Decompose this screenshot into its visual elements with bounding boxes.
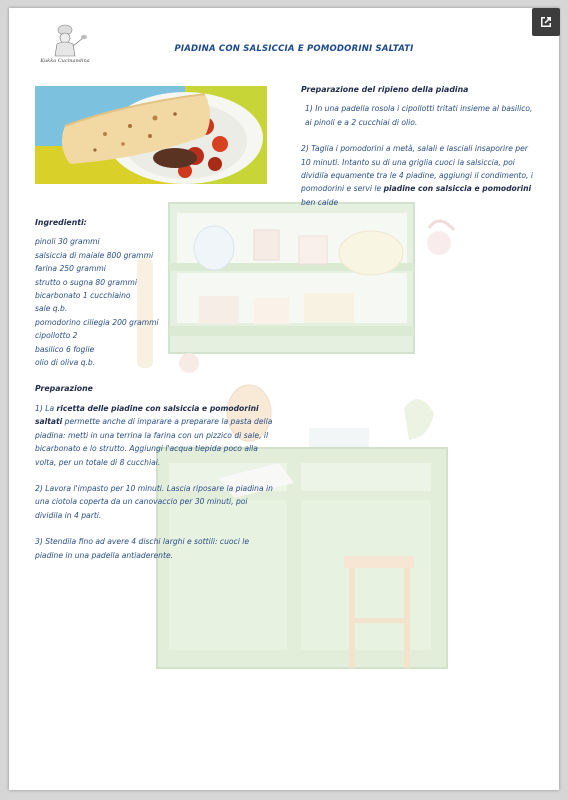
preparation-step-2: 2) Lavora l'impasto per 10 minuti. Lascia riposare la piadina in una ciotola coperta da un canovaccio per 30 minuti, poi dividila in 4 parti.	[35, 483, 273, 520]
ingredients-list	[35, 235, 273, 369]
logo-text: Kukka Cucinandina	[40, 58, 90, 64]
piadina-image	[35, 86, 267, 184]
preparation-step-1	[35, 402, 273, 469]
open-external-icon	[538, 14, 554, 30]
chef-logo-icon	[33, 22, 97, 60]
page-title: PIADINA CON SALSICCIA E POMODORINI SALTATI	[174, 44, 414, 54]
open-external-button[interactable]	[532, 8, 560, 36]
piadina-photo	[35, 86, 267, 184]
recipe-left-column	[35, 216, 273, 562]
filling-step-1: 1) In una padella rosola i cipollotti tritati insieme al basilico, ai pinoli e a 2 cucchiai di olio.	[305, 104, 533, 127]
site-logo	[33, 22, 97, 68]
ingredient-item: farina 250 grammi	[35, 264, 106, 274]
ingredient-item: strutto o sugna 80 grammi	[35, 277, 137, 287]
preparation-step-1-prefix: 1) La	[35, 403, 57, 413]
ingredient-item: bicarbonato 1 cucchiaino	[35, 291, 131, 301]
filling-step-2	[301, 142, 533, 209]
ingredient-item: sale q.b.	[35, 304, 68, 314]
ingredient-item: pomodorino ciliegia 200 grammi	[35, 317, 159, 327]
filling-step-2-bold: piadine con salsiccia e pomodorini	[383, 184, 532, 194]
filling-step-2-end: ben calde	[301, 197, 339, 207]
ingredient-item: salsiccia di maiale 800 grammi	[35, 250, 154, 260]
ingredient-item: cipollotto 2	[35, 331, 78, 341]
preparation-heading: Preparazione	[35, 384, 93, 394]
ingredient-item: olio di oliva q.b.	[35, 358, 96, 368]
ingredients-heading: Ingredienti:	[35, 218, 87, 227]
filling-heading: Preparazione del ripieno della piadina	[301, 85, 469, 94]
filling-step-2-text: 2) Taglia i pomodorini a metà, salali e lasciali insaporire per 10 minuti. Intanto su di una griglia cuoci la salsiccia, poi dividila equamente tra le 4 piadine, aggiungi il condimento, i pomodorini e servi le	[301, 144, 533, 194]
preparation-step-1-rest: permette anche di imparare a preparare la pasta della piadina: metti in una terrina la farina con un pizzico di sale, il bicarbonato e lo strutto. Aggiungi l'acqua tiepida poco alla volta, per un totale di 8 cucchiai.	[35, 417, 273, 467]
ingredient-item: pinoli 30 grammi	[35, 237, 100, 247]
document-page	[9, 8, 559, 790]
ingredient-item: basilico 6 foglie	[35, 344, 95, 354]
preparation-step-1-bold: ricetta delle piadine con salsiccia e pomodorini saltati	[35, 403, 259, 427]
filling-preparation-section	[301, 83, 533, 209]
preparation-step-3: 3) Stendila fino ad avere 4 dischi larghi e sottili: cuoci le piadine in una padella antiaderente.	[35, 537, 250, 560]
